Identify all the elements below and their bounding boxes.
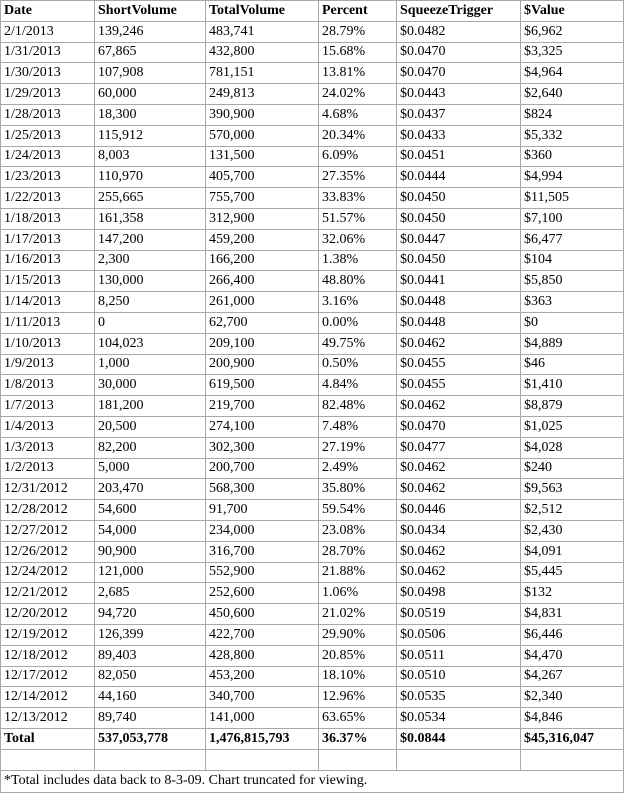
- total-total-volume: 1,476,815,793: [206, 728, 319, 749]
- cell-date: 1/10/2013: [1, 333, 95, 354]
- cell-date: 12/17/2012: [1, 666, 95, 687]
- cell-total-volume: 619,500: [206, 375, 319, 396]
- cell-date: 2/1/2013: [1, 21, 95, 42]
- cell-date: 12/13/2012: [1, 708, 95, 729]
- cell-total-volume: 568,300: [206, 479, 319, 500]
- cell-total-volume: 200,900: [206, 354, 319, 375]
- header-value: $Value: [521, 1, 624, 22]
- total-label: Total: [1, 728, 95, 749]
- cell-total-volume: 316,700: [206, 541, 319, 562]
- cell-total-volume: 91,700: [206, 500, 319, 521]
- cell-total-volume: 570,000: [206, 125, 319, 146]
- table-row: [1, 500, 624, 521]
- cell-short-volume: 30,000: [95, 375, 206, 396]
- cell-squeeze-trigger: $0.0462: [397, 479, 521, 500]
- cell-squeeze-trigger: $0.0498: [397, 583, 521, 604]
- footnote-row: [1, 770, 624, 792]
- cell-total-volume: 302,300: [206, 437, 319, 458]
- cell-percent: 51.57%: [319, 208, 397, 229]
- cell-total-volume: 450,600: [206, 604, 319, 625]
- cell-squeeze-trigger: $0.0451: [397, 146, 521, 167]
- cell-date: 1/16/2013: [1, 250, 95, 271]
- cell-date: 12/31/2012: [1, 479, 95, 500]
- table-row: [1, 312, 624, 333]
- cell-percent: 27.35%: [319, 167, 397, 188]
- table-row: [1, 604, 624, 625]
- cell-value: $2,640: [521, 84, 624, 105]
- total-short-volume: 537,053,778: [95, 728, 206, 749]
- cell-total-volume: 209,100: [206, 333, 319, 354]
- footnote-text: *Total includes data back to 8-3-09. Chart truncated for viewing.: [1, 770, 624, 792]
- cell-date: 12/28/2012: [1, 500, 95, 521]
- cell-percent: 23.08%: [319, 520, 397, 541]
- cell-short-volume: 161,358: [95, 208, 206, 229]
- cell-total-volume: 166,200: [206, 250, 319, 271]
- cell-percent: 28.70%: [319, 541, 397, 562]
- cell-percent: 35.80%: [319, 479, 397, 500]
- cell-short-volume: 115,912: [95, 125, 206, 146]
- cell-total-volume: 552,900: [206, 562, 319, 583]
- blank-cell: [521, 749, 624, 770]
- cell-squeeze-trigger: $0.0450: [397, 188, 521, 209]
- cell-squeeze-trigger: $0.0443: [397, 84, 521, 105]
- table-row: [1, 396, 624, 417]
- cell-squeeze-trigger: $0.0477: [397, 437, 521, 458]
- cell-percent: 7.48%: [319, 416, 397, 437]
- cell-short-volume: 89,403: [95, 645, 206, 666]
- cell-value: $4,889: [521, 333, 624, 354]
- cell-date: 12/20/2012: [1, 604, 95, 625]
- cell-date: 1/17/2013: [1, 229, 95, 250]
- cell-value: $5,850: [521, 271, 624, 292]
- table-row: [1, 624, 624, 645]
- cell-date: 1/9/2013: [1, 354, 95, 375]
- cell-value: $2,512: [521, 500, 624, 521]
- cell-total-volume: 274,100: [206, 416, 319, 437]
- cell-value: $11,505: [521, 188, 624, 209]
- table-row: [1, 666, 624, 687]
- cell-percent: 0.50%: [319, 354, 397, 375]
- cell-date: 1/29/2013: [1, 84, 95, 105]
- cell-squeeze-trigger: $0.0534: [397, 708, 521, 729]
- table-row: [1, 250, 624, 271]
- cell-percent: 63.65%: [319, 708, 397, 729]
- cell-value: $9,563: [521, 479, 624, 500]
- cell-squeeze-trigger: $0.0455: [397, 354, 521, 375]
- cell-short-volume: 54,600: [95, 500, 206, 521]
- cell-short-volume: 5,000: [95, 458, 206, 479]
- cell-total-volume: 312,900: [206, 208, 319, 229]
- cell-short-volume: 54,000: [95, 520, 206, 541]
- cell-percent: 20.85%: [319, 645, 397, 666]
- cell-total-volume: 219,700: [206, 396, 319, 417]
- blank-cell: [206, 749, 319, 770]
- cell-squeeze-trigger: $0.0470: [397, 416, 521, 437]
- table-row: [1, 208, 624, 229]
- cell-value: $4,964: [521, 63, 624, 84]
- cell-short-volume: 18,300: [95, 104, 206, 125]
- cell-value: $6,962: [521, 21, 624, 42]
- cell-percent: 21.88%: [319, 562, 397, 583]
- cell-percent: 0.00%: [319, 312, 397, 333]
- cell-percent: 49.75%: [319, 333, 397, 354]
- cell-percent: 24.02%: [319, 84, 397, 105]
- header-total-volume: TotalVolume: [206, 1, 319, 22]
- cell-value: $2,340: [521, 687, 624, 708]
- table-row: [1, 229, 624, 250]
- cell-date: 1/7/2013: [1, 396, 95, 417]
- cell-total-volume: 432,800: [206, 42, 319, 63]
- cell-date: 12/18/2012: [1, 645, 95, 666]
- cell-squeeze-trigger: $0.0441: [397, 271, 521, 292]
- blank-cell: [95, 749, 206, 770]
- cell-total-volume: 459,200: [206, 229, 319, 250]
- table-row: [1, 167, 624, 188]
- header-date: Date: [1, 1, 95, 22]
- cell-date: 1/15/2013: [1, 271, 95, 292]
- cell-percent: 4.84%: [319, 375, 397, 396]
- cell-short-volume: 60,000: [95, 84, 206, 105]
- cell-total-volume: 755,700: [206, 188, 319, 209]
- cell-value: $0: [521, 312, 624, 333]
- total-percent: 36.37%: [319, 728, 397, 749]
- cell-squeeze-trigger: $0.0462: [397, 541, 521, 562]
- blank-row: [1, 749, 624, 770]
- table-row: [1, 479, 624, 500]
- cell-squeeze-trigger: $0.0450: [397, 208, 521, 229]
- table-body: [1, 21, 624, 728]
- cell-short-volume: 1,000: [95, 354, 206, 375]
- cell-squeeze-trigger: $0.0447: [397, 229, 521, 250]
- cell-short-volume: 82,050: [95, 666, 206, 687]
- cell-total-volume: 252,600: [206, 583, 319, 604]
- cell-value: $4,470: [521, 645, 624, 666]
- cell-date: 1/22/2013: [1, 188, 95, 209]
- cell-total-volume: 200,700: [206, 458, 319, 479]
- cell-value: $2,430: [521, 520, 624, 541]
- cell-percent: 21.02%: [319, 604, 397, 625]
- cell-percent: 12.96%: [319, 687, 397, 708]
- cell-squeeze-trigger: $0.0462: [397, 333, 521, 354]
- cell-total-volume: 483,741: [206, 21, 319, 42]
- header-percent: Percent: [319, 1, 397, 22]
- blank-cell: [397, 749, 521, 770]
- table-row: [1, 583, 624, 604]
- cell-total-volume: 453,200: [206, 666, 319, 687]
- cell-percent: 20.34%: [319, 125, 397, 146]
- cell-short-volume: 107,908: [95, 63, 206, 84]
- cell-percent: 3.16%: [319, 292, 397, 313]
- cell-short-volume: 130,000: [95, 271, 206, 292]
- table-row: [1, 458, 624, 479]
- cell-value: $46: [521, 354, 624, 375]
- cell-percent: 2.49%: [319, 458, 397, 479]
- table-row: [1, 645, 624, 666]
- cell-short-volume: 139,246: [95, 21, 206, 42]
- cell-value: $4,028: [521, 437, 624, 458]
- header-short-volume: ShortVolume: [95, 1, 206, 22]
- cell-percent: 32.06%: [319, 229, 397, 250]
- cell-date: 12/21/2012: [1, 583, 95, 604]
- table-row: [1, 84, 624, 105]
- cell-total-volume: 249,813: [206, 84, 319, 105]
- blank-cell: [319, 749, 397, 770]
- cell-value: $4,846: [521, 708, 624, 729]
- blank-cell: [1, 749, 95, 770]
- cell-percent: 15.68%: [319, 42, 397, 63]
- cell-short-volume: 255,665: [95, 188, 206, 209]
- cell-total-volume: 266,400: [206, 271, 319, 292]
- cell-short-volume: 0: [95, 312, 206, 333]
- total-value: $45,316,047: [521, 728, 624, 749]
- cell-total-volume: 340,700: [206, 687, 319, 708]
- cell-total-volume: 428,800: [206, 645, 319, 666]
- table-row: [1, 333, 624, 354]
- cell-date: 1/25/2013: [1, 125, 95, 146]
- cell-date: 1/14/2013: [1, 292, 95, 313]
- cell-date: 1/31/2013: [1, 42, 95, 63]
- cell-short-volume: 2,685: [95, 583, 206, 604]
- cell-short-volume: 89,740: [95, 708, 206, 729]
- cell-value: $4,091: [521, 541, 624, 562]
- cell-squeeze-trigger: $0.0510: [397, 666, 521, 687]
- cell-short-volume: 110,970: [95, 167, 206, 188]
- cell-squeeze-trigger: $0.0462: [397, 562, 521, 583]
- cell-percent: 33.83%: [319, 188, 397, 209]
- cell-percent: 29.90%: [319, 624, 397, 645]
- table-row: [1, 520, 624, 541]
- table-row: [1, 687, 624, 708]
- cell-short-volume: 8,003: [95, 146, 206, 167]
- cell-total-volume: 781,151: [206, 63, 319, 84]
- cell-value: $4,831: [521, 604, 624, 625]
- cell-value: $360: [521, 146, 624, 167]
- cell-percent: 6.09%: [319, 146, 397, 167]
- cell-short-volume: 104,023: [95, 333, 206, 354]
- cell-short-volume: 82,200: [95, 437, 206, 458]
- cell-squeeze-trigger: $0.0511: [397, 645, 521, 666]
- cell-total-volume: 141,000: [206, 708, 319, 729]
- cell-squeeze-trigger: $0.0482: [397, 21, 521, 42]
- table-row: [1, 21, 624, 42]
- cell-short-volume: 67,865: [95, 42, 206, 63]
- cell-date: 12/26/2012: [1, 541, 95, 562]
- cell-squeeze-trigger: $0.0450: [397, 250, 521, 271]
- cell-date: 1/18/2013: [1, 208, 95, 229]
- cell-short-volume: 203,470: [95, 479, 206, 500]
- table-row: [1, 708, 624, 729]
- cell-percent: 18.10%: [319, 666, 397, 687]
- table-row: [1, 188, 624, 209]
- cell-value: $8,879: [521, 396, 624, 417]
- cell-value: $5,332: [521, 125, 624, 146]
- cell-squeeze-trigger: $0.0470: [397, 63, 521, 84]
- cell-percent: 28.79%: [319, 21, 397, 42]
- cell-value: $1,410: [521, 375, 624, 396]
- cell-value: $5,445: [521, 562, 624, 583]
- header-squeeze-trigger: SqueezeTrigger: [397, 1, 521, 22]
- cell-date: 1/3/2013: [1, 437, 95, 458]
- cell-total-volume: 62,700: [206, 312, 319, 333]
- cell-short-volume: 126,399: [95, 624, 206, 645]
- table-row: [1, 375, 624, 396]
- cell-total-volume: 422,700: [206, 624, 319, 645]
- cell-value: $6,446: [521, 624, 624, 645]
- cell-short-volume: 121,000: [95, 562, 206, 583]
- table-row: [1, 416, 624, 437]
- table-row: [1, 146, 624, 167]
- cell-date: 1/23/2013: [1, 167, 95, 188]
- cell-date: 12/14/2012: [1, 687, 95, 708]
- cell-squeeze-trigger: $0.0444: [397, 167, 521, 188]
- total-row: [1, 728, 624, 749]
- cell-value: $240: [521, 458, 624, 479]
- table-row: [1, 104, 624, 125]
- cell-date: 1/4/2013: [1, 416, 95, 437]
- cell-date: 1/28/2013: [1, 104, 95, 125]
- cell-short-volume: 8,250: [95, 292, 206, 313]
- table-row: [1, 42, 624, 63]
- table-row: [1, 292, 624, 313]
- cell-percent: 4.68%: [319, 104, 397, 125]
- header-row: [1, 1, 624, 22]
- cell-total-volume: 234,000: [206, 520, 319, 541]
- cell-total-volume: 261,000: [206, 292, 319, 313]
- cell-squeeze-trigger: $0.0462: [397, 396, 521, 417]
- cell-total-volume: 131,500: [206, 146, 319, 167]
- cell-squeeze-trigger: $0.0433: [397, 125, 521, 146]
- cell-squeeze-trigger: $0.0437: [397, 104, 521, 125]
- cell-value: $132: [521, 583, 624, 604]
- cell-short-volume: 147,200: [95, 229, 206, 250]
- cell-squeeze-trigger: $0.0470: [397, 42, 521, 63]
- cell-value: $4,267: [521, 666, 624, 687]
- cell-value: $6,477: [521, 229, 624, 250]
- cell-squeeze-trigger: $0.0506: [397, 624, 521, 645]
- cell-percent: 1.38%: [319, 250, 397, 271]
- cell-date: 1/30/2013: [1, 63, 95, 84]
- cell-short-volume: 94,720: [95, 604, 206, 625]
- cell-short-volume: 2,300: [95, 250, 206, 271]
- cell-value: $363: [521, 292, 624, 313]
- cell-date: 12/27/2012: [1, 520, 95, 541]
- cell-value: $1,025: [521, 416, 624, 437]
- cell-percent: 13.81%: [319, 63, 397, 84]
- cell-date: 1/24/2013: [1, 146, 95, 167]
- table-row: [1, 271, 624, 292]
- table-row: [1, 63, 624, 84]
- cell-date: 12/24/2012: [1, 562, 95, 583]
- cell-squeeze-trigger: $0.0448: [397, 312, 521, 333]
- total-squeeze-trigger: $0.0844: [397, 728, 521, 749]
- cell-total-volume: 405,700: [206, 167, 319, 188]
- cell-date: 1/11/2013: [1, 312, 95, 333]
- cell-date: 1/2/2013: [1, 458, 95, 479]
- cell-value: $104: [521, 250, 624, 271]
- cell-squeeze-trigger: $0.0455: [397, 375, 521, 396]
- table-row: [1, 541, 624, 562]
- cell-squeeze-trigger: $0.0448: [397, 292, 521, 313]
- cell-squeeze-trigger: $0.0535: [397, 687, 521, 708]
- cell-percent: 1.06%: [319, 583, 397, 604]
- cell-short-volume: 20,500: [95, 416, 206, 437]
- cell-date: 1/8/2013: [1, 375, 95, 396]
- cell-value: $3,325: [521, 42, 624, 63]
- table-row: [1, 437, 624, 458]
- table-row: [1, 125, 624, 146]
- cell-total-volume: 390,900: [206, 104, 319, 125]
- cell-date: 12/19/2012: [1, 624, 95, 645]
- cell-value: $7,100: [521, 208, 624, 229]
- cell-percent: 27.19%: [319, 437, 397, 458]
- cell-value: $4,994: [521, 167, 624, 188]
- cell-squeeze-trigger: $0.0434: [397, 520, 521, 541]
- cell-value: $824: [521, 104, 624, 125]
- cell-squeeze-trigger: $0.0462: [397, 458, 521, 479]
- cell-percent: 59.54%: [319, 500, 397, 521]
- table-row: [1, 354, 624, 375]
- cell-percent: 82.48%: [319, 396, 397, 417]
- table-row: [1, 562, 624, 583]
- cell-short-volume: 90,900: [95, 541, 206, 562]
- cell-squeeze-trigger: $0.0519: [397, 604, 521, 625]
- cell-short-volume: 44,160: [95, 687, 206, 708]
- cell-squeeze-trigger: $0.0446: [397, 500, 521, 521]
- cell-short-volume: 181,200: [95, 396, 206, 417]
- cell-percent: 48.80%: [319, 271, 397, 292]
